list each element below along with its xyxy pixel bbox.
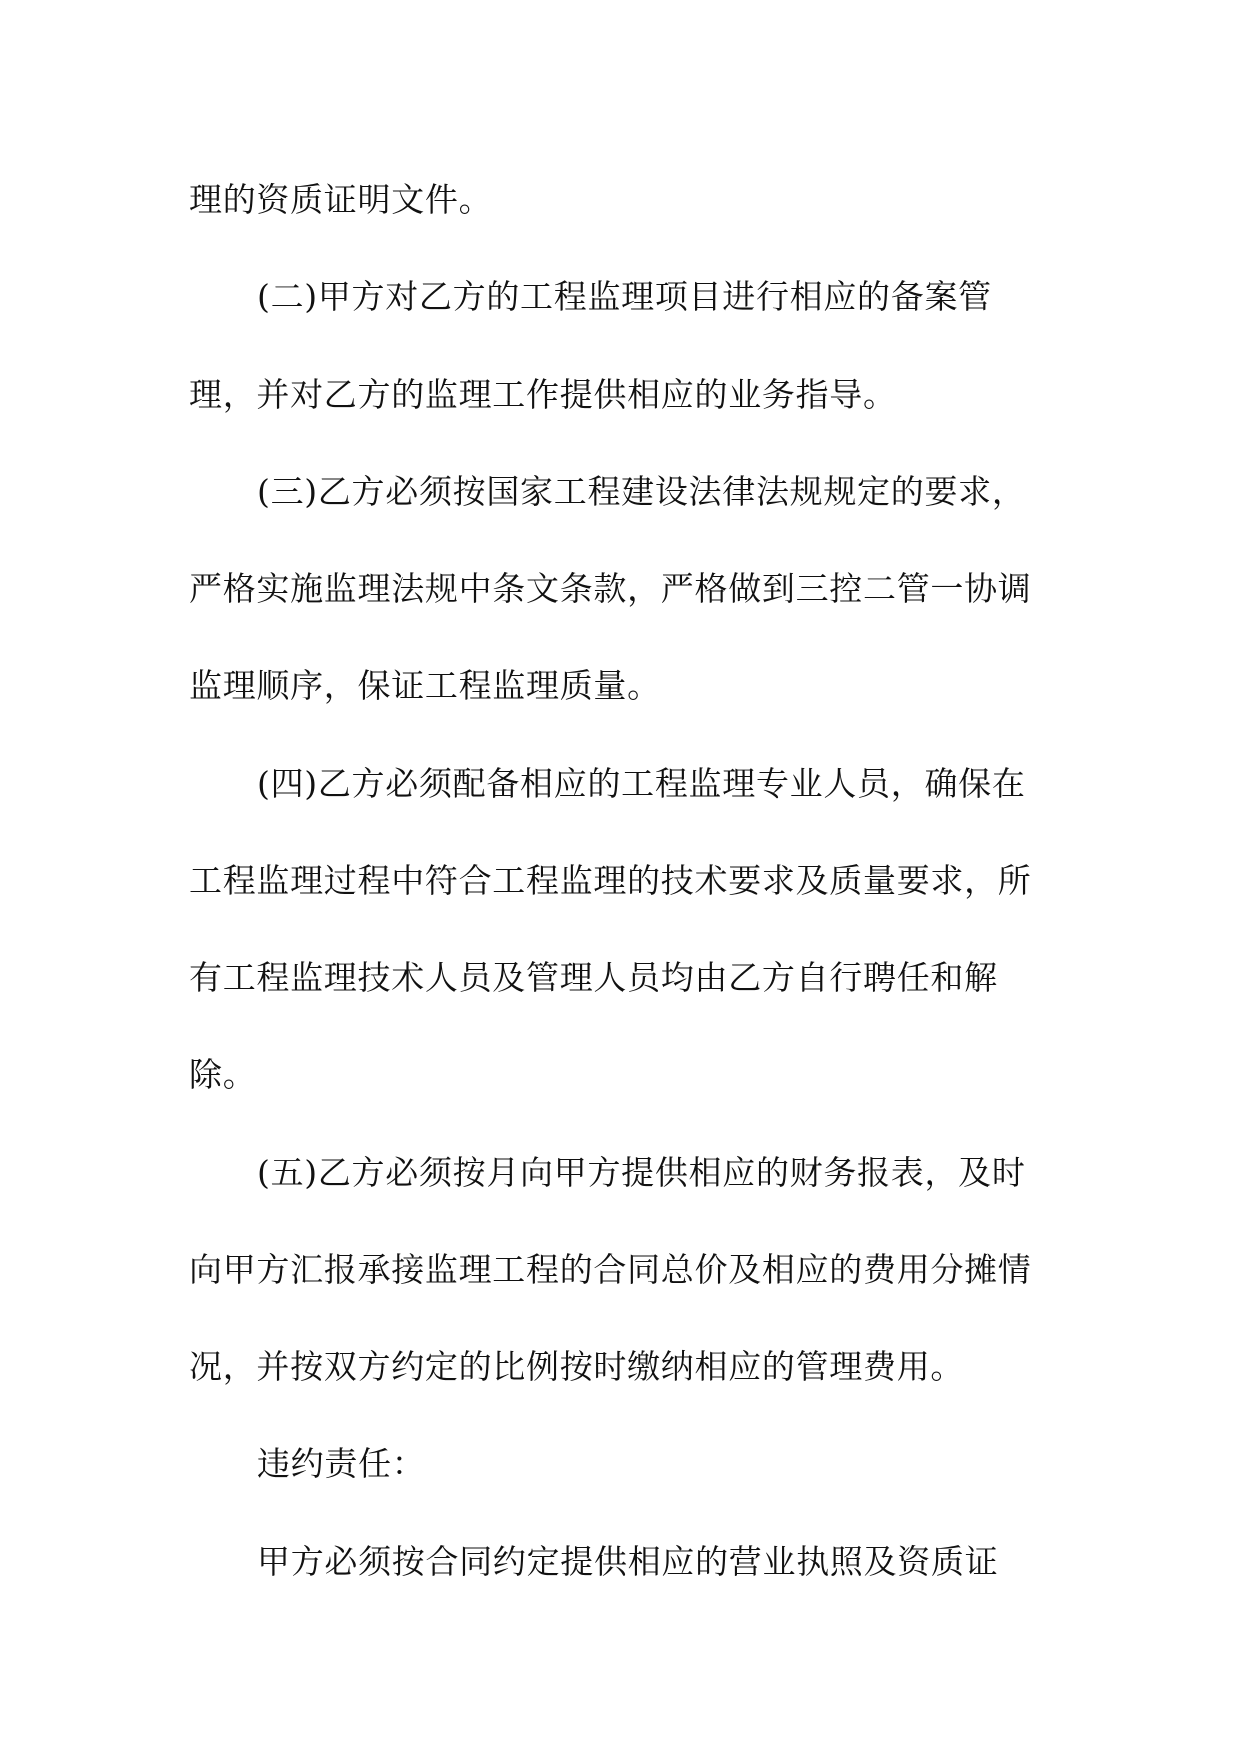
text-line-13: 况，并按双方约定的比例按时缴纳相应的管理费用。 [189,1347,965,1386]
text-line-5: 严格实施监理法规中条文条款，严格做到三控二管一协调 [189,569,1032,608]
text-line-3: 理，并对乙方的监理工作提供相应的业务指导。 [189,375,897,414]
text-line-4: (三)乙方必须按国家工程建设法律法规规定的要求， [257,472,1026,511]
text-line-1: 理的资质证明文件。 [189,180,493,219]
text-line-6: 监理顺序，保证工程监理质量。 [189,666,661,705]
text-line-10: 除。 [189,1055,257,1094]
text-line-15: 甲方必须按合同约定提供相应的营业执照及资质证 [257,1542,999,1581]
text-line-8: 工程监理过程中符合工程监理的技术要求及质量要求，所 [189,861,1032,900]
text-line-7: (四)乙方必须配备相应的工程监理专业人员，确保在 [257,764,1026,803]
text-line-14: 违约责任： [257,1444,426,1483]
text-line-9: 有工程监理技术人员及管理人员均由乙方自行聘任和解 [189,958,998,997]
text-line-12: 向甲方汇报承接监理工程的合同总价及相应的费用分摊情 [189,1250,1032,1289]
text-line-2: (二)甲方对乙方的工程监理项目进行相应的备案管 [257,277,992,316]
text-line-11: (五)乙方必须按月向甲方提供相应的财务报表，及时 [257,1153,1026,1192]
